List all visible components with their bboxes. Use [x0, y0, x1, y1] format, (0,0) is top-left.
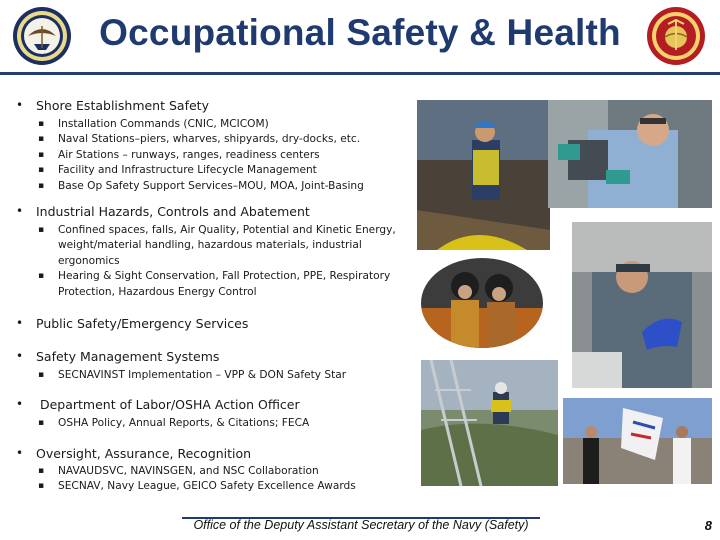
page-number: 8	[704, 518, 712, 533]
photo-mechanic	[548, 100, 712, 208]
photo-glove-worker	[572, 222, 712, 388]
sub-item: ▪ Facility and Infrastructure Lifecycle Management	[38, 164, 317, 177]
marine-corps-seal-icon	[646, 6, 706, 66]
bullet-list	[14, 94, 406, 495]
bullet-label: Industrial Hazards, Controls and Abatement	[36, 204, 310, 220]
bullet-label: Public Safety/Emergency Services	[36, 316, 249, 332]
sub-item: ▪ NAVAUDSVC, NAVINSGEN, and NSC Collaboration	[38, 464, 319, 477]
photo-award-ceremony	[563, 398, 712, 484]
sub-item: ▪ OSHA Policy, Annual Reports, & Citations; FECA	[38, 417, 310, 430]
bullet-industrial-hazards: • Industrial Hazards, Controls and Abatement ▪ Confined spaces, falls, Air Quality, Potential and Kinetic Energy, weight/material handling, hazardous materials, industrial ergonomics ▪ Hearing & Sight Conservation, Fall Protection, PPE, Respiratory Protection, Hazardous Energy Control	[14, 204, 406, 300]
page-title: Occupational Safety & Health	[99, 12, 621, 53]
bullet-label: Department of Labor/OSHA Action Officer	[36, 397, 300, 413]
bullet-label: Oversight, Assurance, Recognition	[36, 445, 252, 461]
bullet-safety-management: • Safety Management Systems ▪ SECNAVINST Implementation – VPP & DON Safety Star	[14, 349, 406, 383]
sub-item: ▪ Installation Commands (CNIC, MCICOM)	[38, 118, 269, 130]
bullet-label: Shore Establishment Safety	[36, 98, 209, 113]
bullet-public-safety: • Public Safety/Emergency Services	[16, 316, 249, 332]
header-rule	[0, 72, 720, 75]
photo-construction-worker	[417, 100, 550, 250]
sub-item: ▪ SECNAVINST Implementation – VPP & DON Safety Star	[38, 369, 347, 382]
bullet-oversight: • Oversight, Assurance, Recognition ▪ NAVAUDSVC, NAVINSGEN, and NSC Collaboration ▪ SECNAV, Navy League, GEICO Safety Excellence Awards	[14, 446, 406, 495]
sub-item: ▪ Hearing & Sight Conservation, Fall Protection, PPE, Respiratory Protection, Hazardous Energy Control	[38, 270, 391, 298]
sub-item: ▪ Confined spaces, falls, Air Quality, Potential and Kinetic Energy, weight/material handling, hazardous materials, industrial ergonomics	[38, 224, 396, 267]
bullet-shore-safety: • Shore Establishment Safety ▪ Installation Commands (CNIC, MCICOM) ▪ Naval Stations–piers, wharves, shipyards, dry-docks, etc. ▪ Air Stations – runways, ranges, readiness centers ▪ Facility and Infrastructure Lifecycle Management ▪ Base Op Safety Support Services–MOU, MOA, Joint-Basing	[14, 98, 406, 194]
sub-item: ▪ Base Op Safety Support Services–MOU, MOA, Joint-Basing	[38, 179, 364, 192]
photo-firefighters	[421, 258, 543, 348]
footer-office: Office of the Deputy Assistant Secretary of the Navy (Safety)	[193, 518, 529, 532]
sub-item: ▪ Naval Stations–piers, wharves, shipyards, dry-docks, etc.	[38, 133, 361, 146]
bullet-dol-osha: • Department of Labor/OSHA Action Officer ▪ OSHA Policy, Annual Reports, & Citations; FECA	[14, 397, 406, 431]
bullet-label: Safety Management Systems	[36, 349, 220, 365]
photo-tower-climber	[421, 360, 558, 486]
sub-item: ▪ Air Stations – runways, ranges, readiness centers	[38, 148, 320, 161]
sub-item: ▪ SECNAV, Navy League, GEICO Safety Excellence Awards	[38, 480, 356, 493]
